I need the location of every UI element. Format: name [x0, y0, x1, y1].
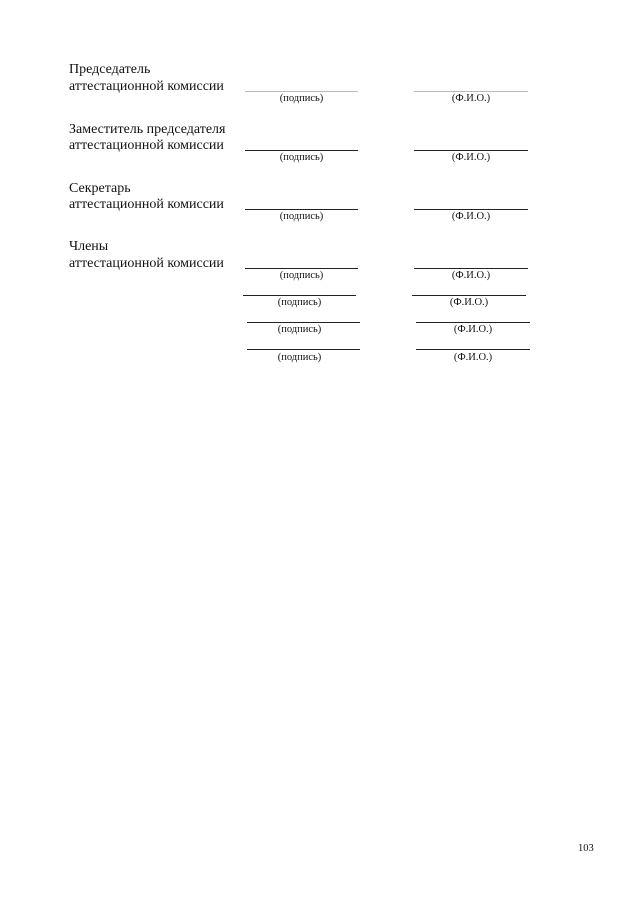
member-4-name-caption: (Ф.И.О.): [453, 352, 493, 363]
secretary-title: Секретарь: [69, 181, 131, 196]
member-2-name-caption: (Ф.И.О.): [449, 297, 489, 308]
member-1-name-line: [414, 268, 528, 269]
secretary-name-line: [414, 209, 528, 210]
deputy-chairman-title: Заместитель председателя: [69, 122, 226, 137]
secretary-name-caption: (Ф.И.О.): [451, 211, 491, 222]
member-1-signature-caption: (подпись): [279, 270, 324, 281]
members-title: Члены: [69, 239, 109, 254]
secretary-signature-line: [245, 209, 358, 210]
page-number: 103: [578, 843, 594, 854]
chairman-title: Председатель: [69, 62, 151, 77]
deputy-name-line: [414, 150, 528, 151]
member-4-signature-line: [247, 349, 360, 350]
secretary-commission-label: аттестационной комиссии: [69, 197, 224, 212]
chairman-signature-line: [245, 91, 358, 92]
chairman-name-line: [414, 91, 528, 92]
secretary-signature-caption: (подпись): [279, 211, 324, 222]
chairman-commission-label: аттестационной комиссии: [69, 79, 224, 94]
member-4-name-line: [416, 349, 530, 350]
member-4-signature-caption: (подпись): [277, 352, 322, 363]
deputy-signature-line: [245, 150, 358, 151]
member-3-signature-caption: (подпись): [277, 324, 322, 335]
members-commission-label: аттестационной комиссии: [69, 256, 224, 271]
deputy-name-caption: (Ф.И.О.): [451, 152, 491, 163]
member-1-name-caption: (Ф.И.О.): [451, 270, 491, 281]
member-3-name-caption: (Ф.И.О.): [453, 324, 493, 335]
member-2-signature-caption: (подпись): [277, 297, 322, 308]
member-2-signature-line: [243, 295, 356, 296]
deputy-commission-label: аттестационной комиссии: [69, 138, 224, 153]
deputy-signature-caption: (подпись): [279, 152, 324, 163]
member-3-signature-line: [247, 322, 360, 323]
member-2-name-line: [412, 295, 526, 296]
member-1-signature-line: [245, 268, 358, 269]
chairman-signature-caption: (подпись): [279, 93, 324, 104]
member-3-name-line: [416, 322, 530, 323]
chairman-name-caption: (Ф.И.О.): [451, 93, 491, 104]
